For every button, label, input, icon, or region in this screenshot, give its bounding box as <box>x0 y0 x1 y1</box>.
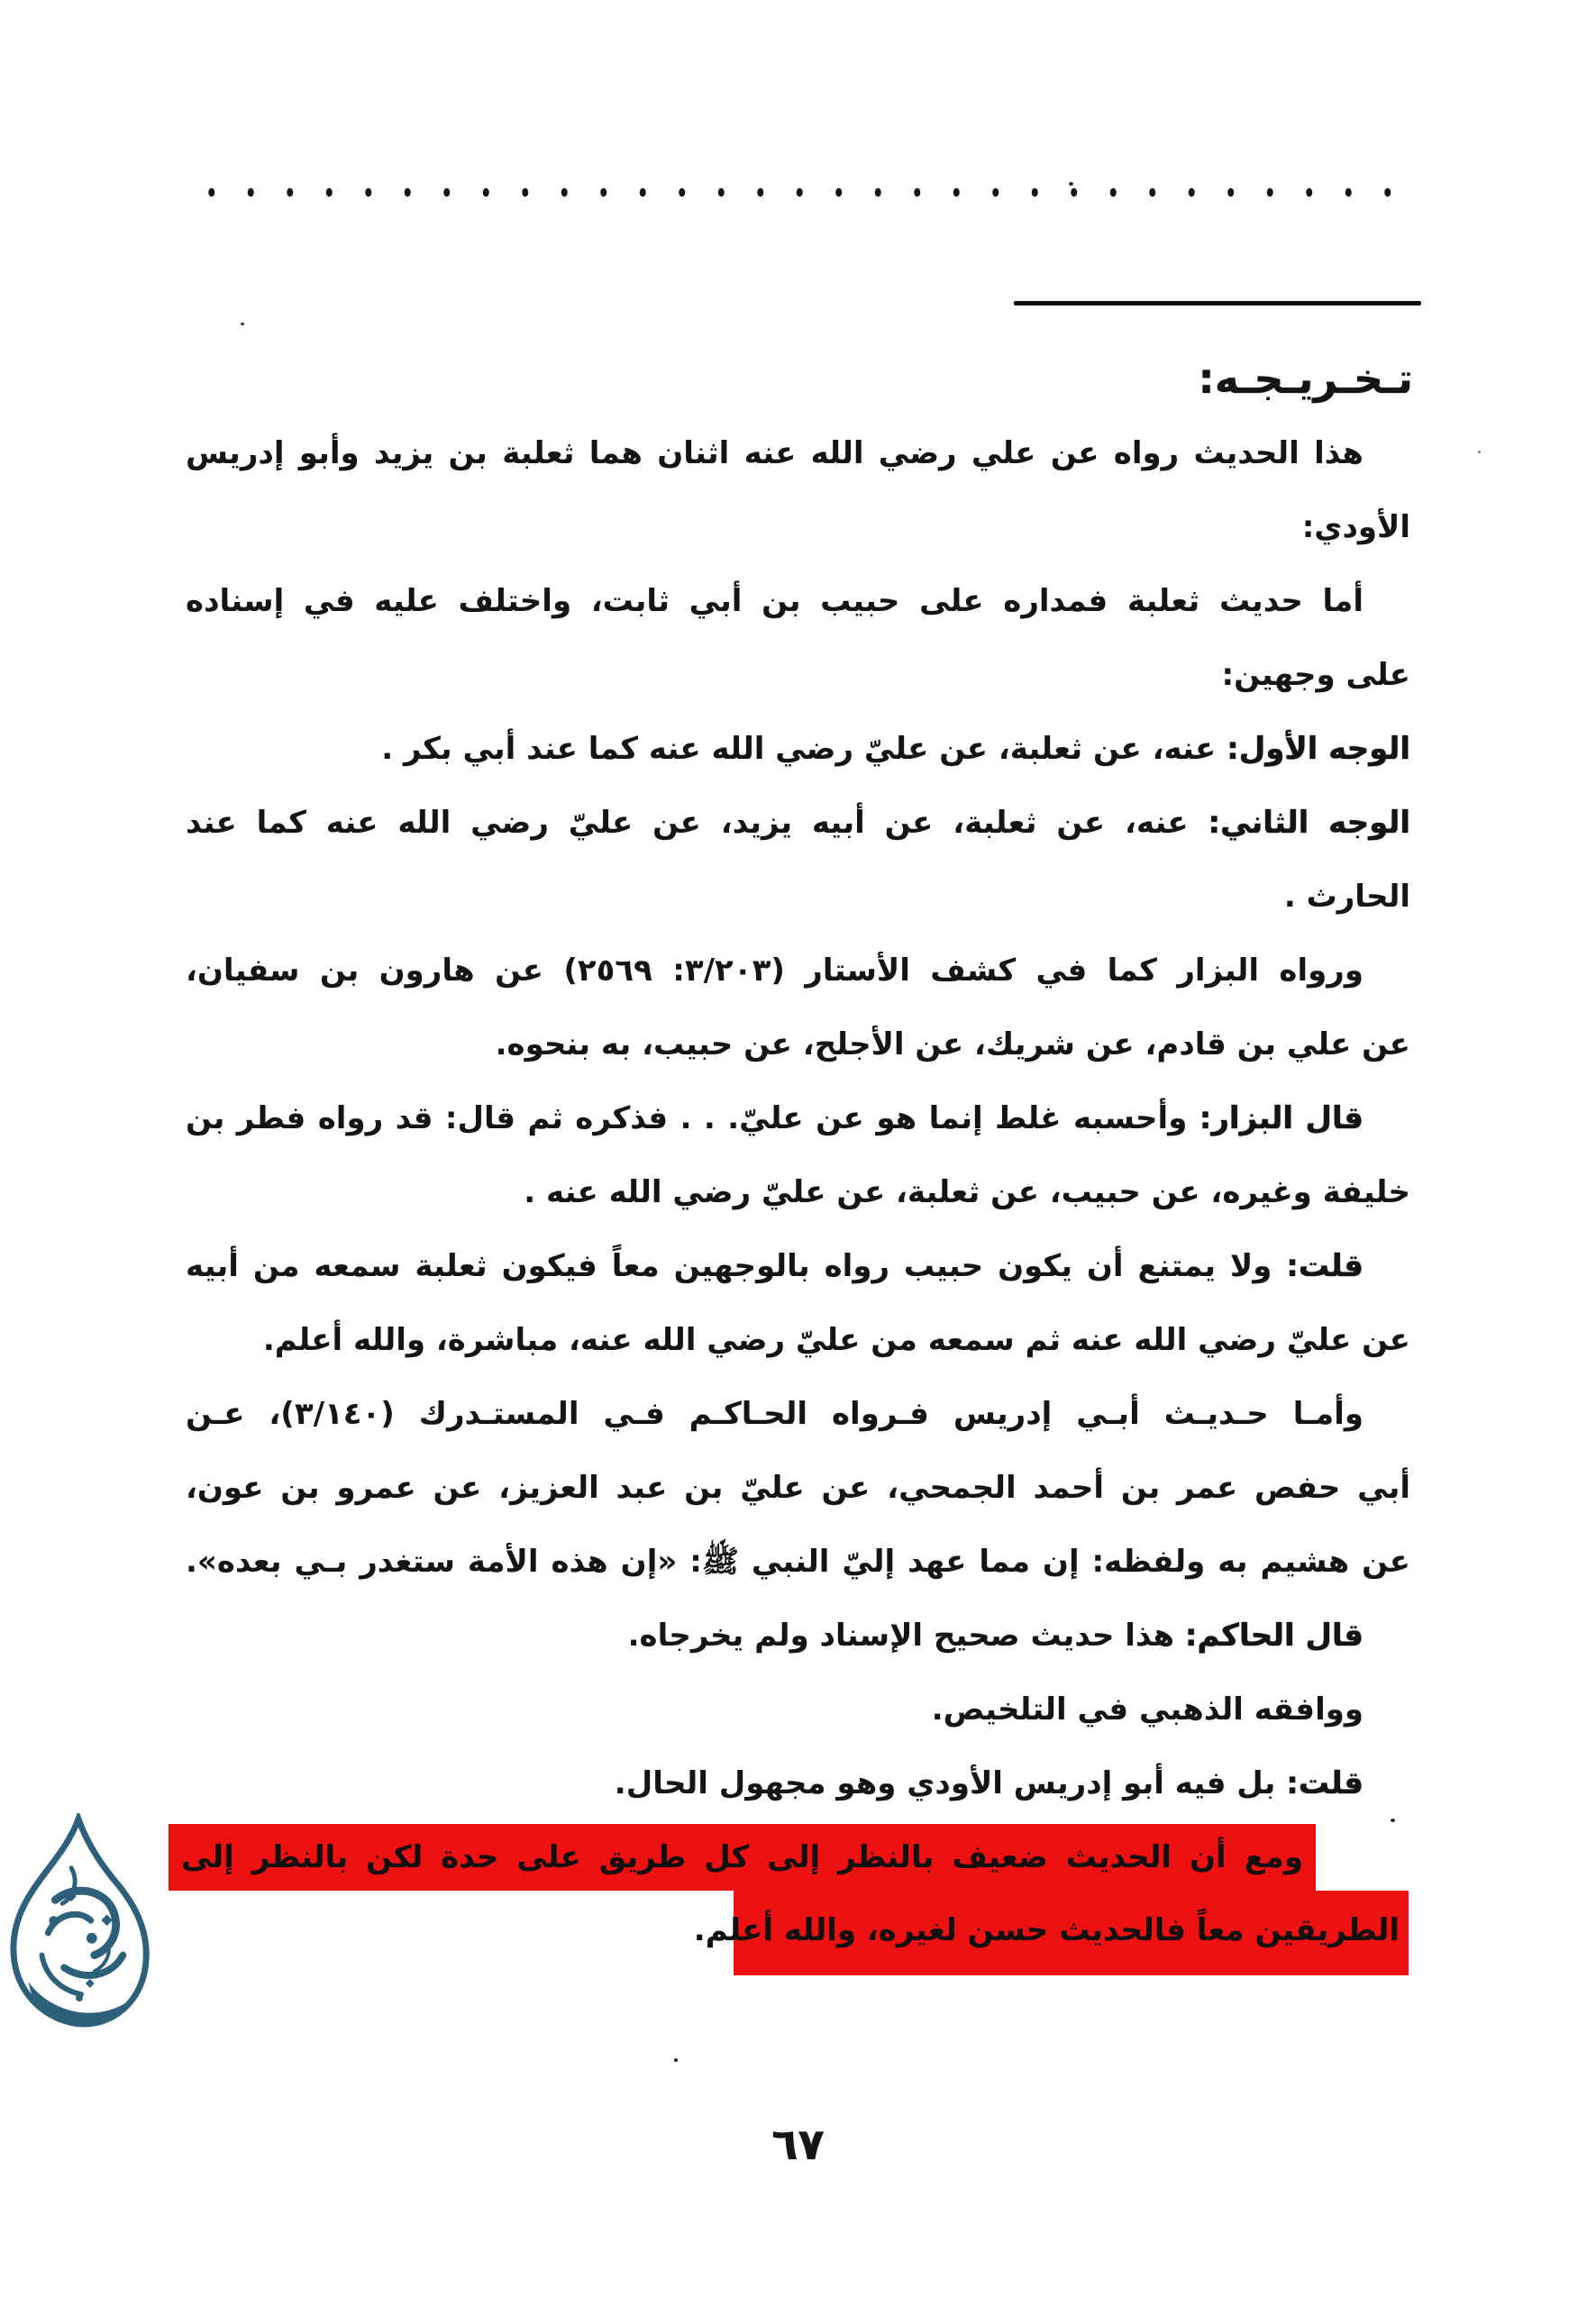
page-number: ٦٧ <box>771 2120 825 2170</box>
line-lead: قال البزار: <box>1199 1100 1363 1136</box>
line-text: عن هشيم به ولفظه: إن مما عهد إليّ النبي ﷺ: «إن هذه الأمة ستغدر بـي بعده». <box>186 1544 1410 1580</box>
scan-speck <box>674 2058 678 2062</box>
body-line <box>186 1599 1410 1673</box>
body-line <box>186 1377 1410 1451</box>
line-text: على وجهين: <box>1221 657 1410 693</box>
body-line <box>186 1303 1410 1377</box>
line-text: هذا الحديث رواه عن علي رضي الله عنه اثنان هما ثعلبة بن يزيد وأبو إدريس <box>186 435 1363 471</box>
section-heading: تـخـريـجـه: <box>1198 354 1413 403</box>
line-text: ولا يمتنع أن يكون حبيب رواه بالوجهين معاً فيكون ثعلبة سمعه من أبيه <box>186 1248 1287 1284</box>
line-text: عن علي بن قادم، عن شريك، عن الأجلح، عن حبيب، به بنحوه. <box>495 1026 1410 1062</box>
body-line <box>186 416 1410 490</box>
scan-speck <box>1069 182 1073 186</box>
line-lead: قال الحاكم: <box>1184 1618 1363 1654</box>
body-line <box>186 860 1410 934</box>
scan-speck <box>1478 451 1481 453</box>
dotted-separator <box>192 187 1409 198</box>
highlight-line-2: الطريقين معاً فالحديث حسن لغيره، والله أعلم. <box>693 1912 1400 1948</box>
body-line <box>186 638 1410 712</box>
highlight-block-2 <box>693 1891 1409 1975</box>
line-text: هذا حديث صحيح الإسناد ولم يخرجاه. <box>627 1618 1185 1654</box>
body-line <box>186 1155 1410 1229</box>
line-text: أبي حفص عمر بن أحمد الجمحي، عن عليّ بن عبد العزيز، عن عمرو بن عون، <box>186 1470 1410 1506</box>
line-text: الأودي: <box>1301 509 1410 545</box>
scan-speck <box>241 323 244 325</box>
highlight-block-1 <box>169 1824 1316 1891</box>
body-line <box>186 1081 1410 1155</box>
line-text: أما حديث ثعلبة فمداره على حبيب بن أبي ثابت، واختلف عليه في إسناده <box>186 583 1363 619</box>
line-text: خليفة وغيره، عن حبيب، عن ثعلبة، عن عليّ رضي الله عنه . <box>524 1174 1410 1210</box>
section-rule <box>1014 301 1421 305</box>
line-text: وأمـا حـديـث أبـي إدريس فـرواه الحـاكـم فـي المستـدرك (٣/١٤٠)، عـن <box>186 1396 1363 1432</box>
line-text: وأحسبه غلط إنما هو عن عليّ. . . فذكره ثم قال: قد رواه فطر بن <box>186 1100 1199 1136</box>
body-line <box>186 934 1410 1008</box>
body-line <box>186 1525 1410 1599</box>
body-line <box>186 786 1410 860</box>
body-line <box>186 1229 1410 1303</box>
body-line <box>186 1451 1410 1525</box>
publisher-logo-watermark-icon <box>2 1813 153 2035</box>
highlight-line-1: ومع أن الحديث ضعيف بالنظر إلى كل طريق على حدة لكن بالنظر إلى <box>181 1839 1303 1875</box>
body-line <box>186 1673 1410 1746</box>
line-lead: قلت: <box>1286 1248 1363 1284</box>
body-text <box>186 416 1410 1820</box>
body-line <box>186 1746 1410 1820</box>
line-text: عنه، عن ثعلبة، عن عليّ رضي الله عنه كما عند أبي بكر . <box>381 731 1227 767</box>
line-text: عنه، عن ثعلبة، عن أبيه يزيد، عن عليّ رضي الله عنه كما عند <box>186 805 1208 841</box>
body-line <box>186 1008 1410 1081</box>
body-line <box>186 564 1410 638</box>
body-line <box>186 490 1410 564</box>
line-lead: قلت: <box>1286 1765 1363 1801</box>
body-line <box>186 712 1410 786</box>
line-text: بل فيه أبو إدريس الأودي وهو مجهول الحال. <box>614 1765 1287 1801</box>
line-text: ووافقه الذهبي في التلخيص. <box>931 1691 1363 1728</box>
line-lead: الوجه الثاني: <box>1208 805 1410 841</box>
line-lead: الوجه الأول: <box>1227 731 1410 767</box>
line-text: ورواه البزار كما في كشف الأستار (٣/٢٠٣: ٢٥٦٩) عن هارون بن سفيان، <box>186 953 1363 989</box>
line-text: الحارث . <box>1283 879 1410 915</box>
scan-speck <box>1391 1819 1395 1822</box>
line-text: عن عليّ رضي الله عنه ثم سمعه من عليّ رضي الله عنه، مباشرة، والله أعلم. <box>262 1322 1410 1358</box>
